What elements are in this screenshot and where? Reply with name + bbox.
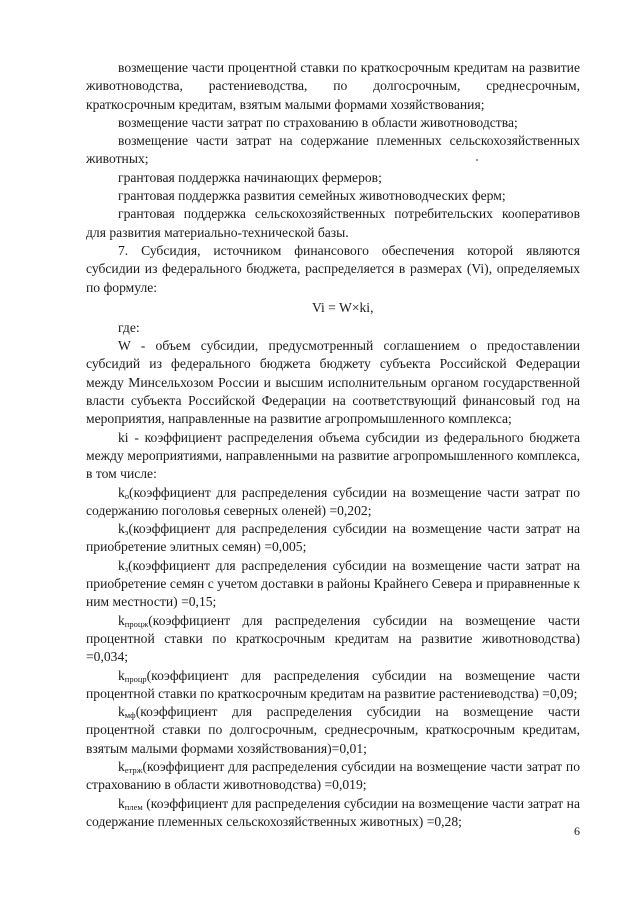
paragraph: возмещение части затрат на содержание племенных сельскохозяйственных животных; <box>86 133 580 167</box>
coefficient-symbol: k <box>118 667 125 683</box>
coefficient-text: (коэффициент для распределения субсидии на возмещение части процентной ставки по краткосрочным кредитам на развитие животноводства) =0,034; <box>86 612 580 665</box>
coefficient-item <box>86 612 580 667</box>
paragraph: грантовая поддержка развития семейных животноводческих ферм; <box>118 188 506 204</box>
paragraph: грантовая поддержка сельскохозяйственных потребительских кооперативов для развития материально-технической базы. <box>86 206 580 240</box>
coefficient-text: (коэффициент для распределения субсидии на возмещение части процентной ставки по краткосрочным кредитам на развитие растениеводства) =0,09; <box>86 667 580 701</box>
coefficient-item <box>86 758 580 795</box>
coefficient-item <box>86 795 580 832</box>
document-body <box>86 59 580 831</box>
coefficient-subscript: э <box>124 527 129 538</box>
coefficient-item <box>86 484 580 521</box>
coefficient-text: (коэффициент для распределения субсидии на возмещение части затрат по страхованию в области животноводства) =0,019; <box>86 758 580 793</box>
coefficient-symbol: k <box>118 612 125 628</box>
coefficient-item <box>86 557 580 612</box>
coefficient-text: (коэффициент для распределения субсидии на возмещение части процентной ставки по долгосрочным, среднесрочным, краткосрочным кредитам, взятым малыми формами хозяйствования)=0,01; <box>86 704 580 756</box>
where-label: где: <box>118 319 140 335</box>
coefficient-text: (коэффициент для распределения субсидии на возмещение части затрат на приобретение семян с учетом доставки в районы Крайнего Севера и приравненные к ним местности) =0,15; <box>86 557 580 610</box>
coefficient-subscript: плем <box>124 801 143 812</box>
coefficient-symbol: k <box>118 704 125 720</box>
coefficient-symbol: k <box>118 484 125 500</box>
coefficient-symbol: k <box>118 758 125 774</box>
coefficient-item <box>86 667 580 704</box>
coefficient-item <box>86 520 580 557</box>
coefficient-subscript: процр <box>124 673 147 684</box>
paragraph: возмещение части процентной ставки по краткосрочным кредитам на развитие животноводства, растениеводства, по долгосрочным, среднесрочным, краткосрочным кредитам, взятым малыми формами хозяйствования; <box>86 60 580 112</box>
coefficient-subscript: з <box>124 563 129 574</box>
coefficient-item <box>86 703 580 758</box>
paragraph: 7. Субсидия, источником финансового обеспечения которой являются субсидии из федерального бюджета, распределяется в размерах (Vi), определяемых по формуле: <box>86 242 580 295</box>
scan-speck <box>476 159 478 161</box>
page-number: 6 <box>574 824 580 838</box>
ki-definition: ki - коэффициент распределения объема субсидии из федерального бюджета между мероприятиями, направленными на развитие агропромышленного комплекса, в том числе: <box>86 429 580 482</box>
coefficient-subscript: о <box>124 490 130 501</box>
coefficient-subscript: процж <box>124 618 149 629</box>
coefficient-subscript: мф <box>124 710 136 721</box>
coefficient-text: (коэффициент для распределения субсидии на возмещение части затрат на приобретение элитных семян) =0,005; <box>86 521 580 555</box>
formula: Vi = W×ki, <box>312 299 374 315</box>
coefficient-subscript: етрж <box>124 764 143 775</box>
paragraph: грантовая поддержка начинающих фермеров; <box>118 169 382 185</box>
paragraph: возмещение части затрат по страхованию в области животноводства; <box>118 114 518 130</box>
coefficient-symbol: k <box>118 795 125 811</box>
coefficient-symbol: k <box>118 521 125 537</box>
coefficient-text: (коэффициент для распределения субсидии на возмещение части затрат по содержанию поголовья северных оленей) =0,202; <box>86 484 580 518</box>
coefficient-symbol: k <box>118 557 125 573</box>
w-definition: W - объем субсидии, предусмотренный соглашением о предоставлении субсидий из федерального бюджета бюджету субъекта Российской Федерации между Минсельхозом России и высшим исполнительным органом государственной власти субъекта Российской Федерации на соответствующий финансовый год на мероприятия, направленные на развитие агропромышленного комплекса; <box>86 338 580 427</box>
coefficient-text: (коэффициент для распределения субсидии на возмещение части затрат на содержание племенных сельскохозяйственных животных) =0,28; <box>86 795 580 829</box>
